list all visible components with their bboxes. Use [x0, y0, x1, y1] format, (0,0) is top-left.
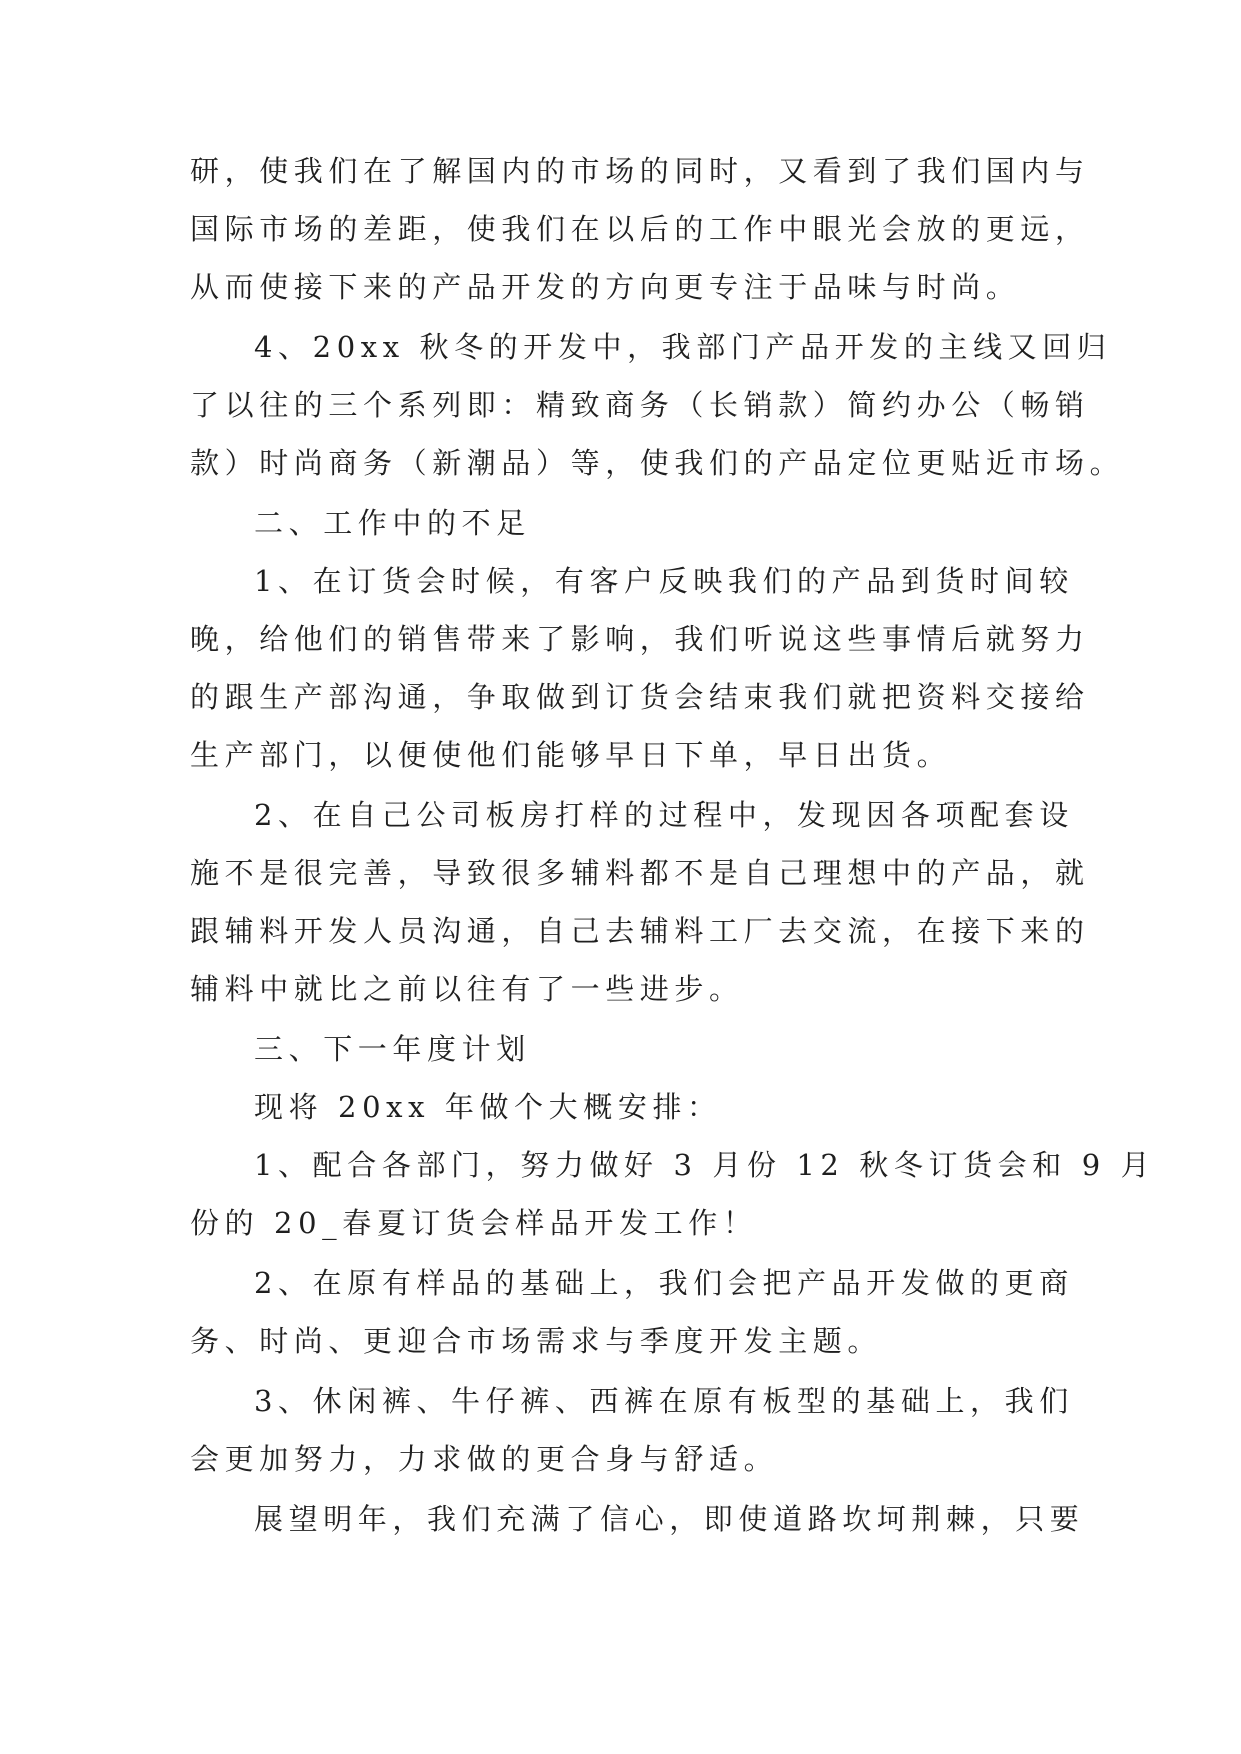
paragraph-line: 务、时尚、更迎合市场需求与季度开发主题。: [190, 1324, 883, 1358]
section-heading: 三、下一年度计划: [254, 1032, 531, 1066]
paragraph-line: 国际市场的差距，使我们在以后的工作中眼光会放的更远，: [190, 212, 1090, 246]
paragraph-line: 1、在订货会时候，有客户反映我们的产品到货时间较: [254, 564, 1074, 598]
paragraph-line: 从而使接下来的产品开发的方向更专注于品味与时尚。: [190, 270, 1021, 304]
paragraph-line: 晚，给他们的销售带来了影响，我们听说这些事情后就努力: [190, 622, 1090, 656]
paragraph-line: 展望明年，我们充满了信心，即使道路坎坷荆棘，只要: [254, 1502, 1085, 1536]
paragraph-line: 研，使我们在了解国内的市场的同时，又看到了我们国内与: [190, 154, 1090, 188]
paragraph-line: 会更加努力，力求做的更合身与舒适。: [190, 1442, 779, 1476]
paragraph-line: 2、在自己公司板房打样的过程中，发现因各项配套设: [254, 798, 1074, 832]
paragraph-line: 了以往的三个系列即：精致商务（长销款）简约办公（畅销: [190, 388, 1090, 422]
paragraph-line: 份的 20_春夏订货会样品开发工作！: [190, 1206, 758, 1240]
paragraph-line: 1、配合各部门，努力做好 3 月份 12 秋冬订货会和 9 月: [254, 1148, 1156, 1182]
section-heading: 二、工作中的不足: [254, 506, 531, 540]
paragraph-line: 辅料中就比之前以往有了一些进步。: [190, 972, 744, 1006]
paragraph-line: 2、在原有样品的基础上，我们会把产品开发做的更商: [254, 1266, 1074, 1300]
paragraph-line: 跟辅料开发人员沟通，自己去辅料工厂去交流，在接下来的: [190, 914, 1090, 948]
paragraph-line: 4、20xx 秋冬的开发中，我部门产品开发的主线又回归: [254, 330, 1112, 364]
paragraph-line: 3、休闲裤、牛仔裤、西裤在原有板型的基础上，我们: [254, 1384, 1074, 1418]
paragraph-line: 的跟生产部沟通，争取做到订货会结束我们就把资料交接给: [190, 680, 1090, 714]
paragraph-line: 生产部门，以便使他们能够早日下单，早日出货。: [190, 738, 952, 772]
paragraph-line: 施不是很完善，导致很多辅料都不是自己理想中的产品，就: [190, 856, 1090, 890]
paragraph-line: 现将 20xx 年做个大概安排：: [254, 1090, 722, 1124]
paragraph-line: 款）时尚商务（新潮品）等，使我们的产品定位更贴近市场。: [190, 446, 1125, 480]
